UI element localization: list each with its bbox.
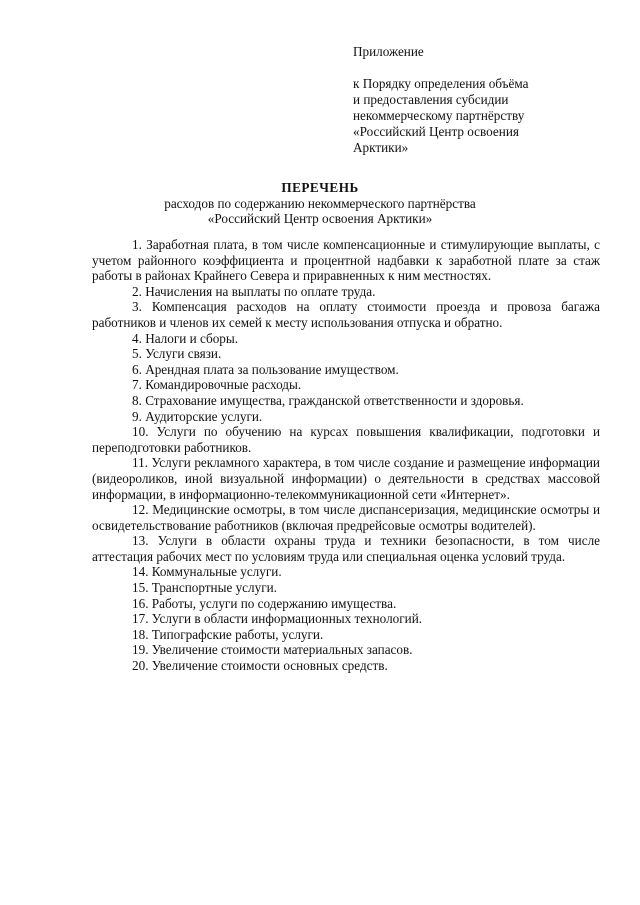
list-item: 17. Услуги в области информационных технологий. <box>132 611 423 627</box>
list-item: 4. Налоги и сборы. <box>132 330 239 346</box>
list-item: 8. Страхование имущества, гражданской ответственности и здоровья. <box>132 392 524 408</box>
list-item: 15. Транспортные услуги. <box>132 580 277 596</box>
list-item: 9. Аудиторские услуги. <box>132 408 263 424</box>
list-item: 20. Увеличение стоимости основных средств. <box>132 658 388 674</box>
list-item: 18. Типографские работы, услуги. <box>132 626 324 642</box>
list-item: 13. Услуги в области охраны труда и техники безопасности, в том числе аттестация рабочих мест по условиям труда или специальная оценка условий труда. <box>92 533 600 564</box>
list-item: 10. Услуги по обучению на курсах повышения квалификации, подготовки и переподготовки работников. <box>92 424 600 455</box>
document-subtitle-line: «Российский Центр освоения Арктики» <box>207 211 433 226</box>
appendix-line: Арктики» <box>353 140 409 155</box>
list-item: 11. Услуги рекламного характера, в том числе создание и размещение информации (видеороликов, иной визуальной информации) о деятельности в средствах массовой информации, в информационно-телекоммуникационной сети «Интернет». <box>92 455 600 502</box>
appendix-line: к Порядку определения объёма <box>353 76 529 91</box>
list-item: 7. Командировочные расходы. <box>132 377 302 393</box>
appendix-line: и предоставления субсидии <box>353 92 509 107</box>
list-item: 14. Коммунальные услуги. <box>132 564 282 580</box>
list-item: 5. Услуги связи. <box>132 346 222 362</box>
appendix-block <box>353 44 603 156</box>
document-subtitle-line: расходов по содержанию некоммерческого партнёрства <box>164 195 476 211</box>
appendix-title: Приложение <box>353 44 424 59</box>
document-title: ПЕРЕЧЕНЬ <box>281 180 359 195</box>
list-item: 3. Компенсация расходов на оплату стоимости проезда и провоза багажа работников и членов их семей к месту использования отпуска и обратно. <box>92 299 600 330</box>
list-item: 12. Медицинские осмотры, в том числе диспансеризация, медицинские осмотры и освидетельствование работников (включая предрейсовые осмотры водителей). <box>92 502 600 533</box>
expense-list <box>92 237 600 674</box>
list-item: 16. Работы, услуги по содержанию имущества. <box>132 595 397 611</box>
list-item: 2. Начисления на выплаты по оплате труда. <box>132 283 376 299</box>
list-item: 1. Заработная плата, в том числе компенсационные и стимулирующие выплаты, с учетом районного коэффициента и процентной надбавки к заработной плате за стаж работы в районах Крайнего Севера и приравненных к ним местностях. <box>92 237 600 284</box>
list-item: 19. Увеличение стоимости материальных запасов. <box>132 642 413 658</box>
appendix-line: «Российский Центр освоения <box>353 124 519 139</box>
list-item: 6. Арендная плата за пользование имуществом. <box>132 361 399 377</box>
document-heading <box>0 180 640 227</box>
appendix-line: некоммерческому партнёрству <box>353 108 525 123</box>
